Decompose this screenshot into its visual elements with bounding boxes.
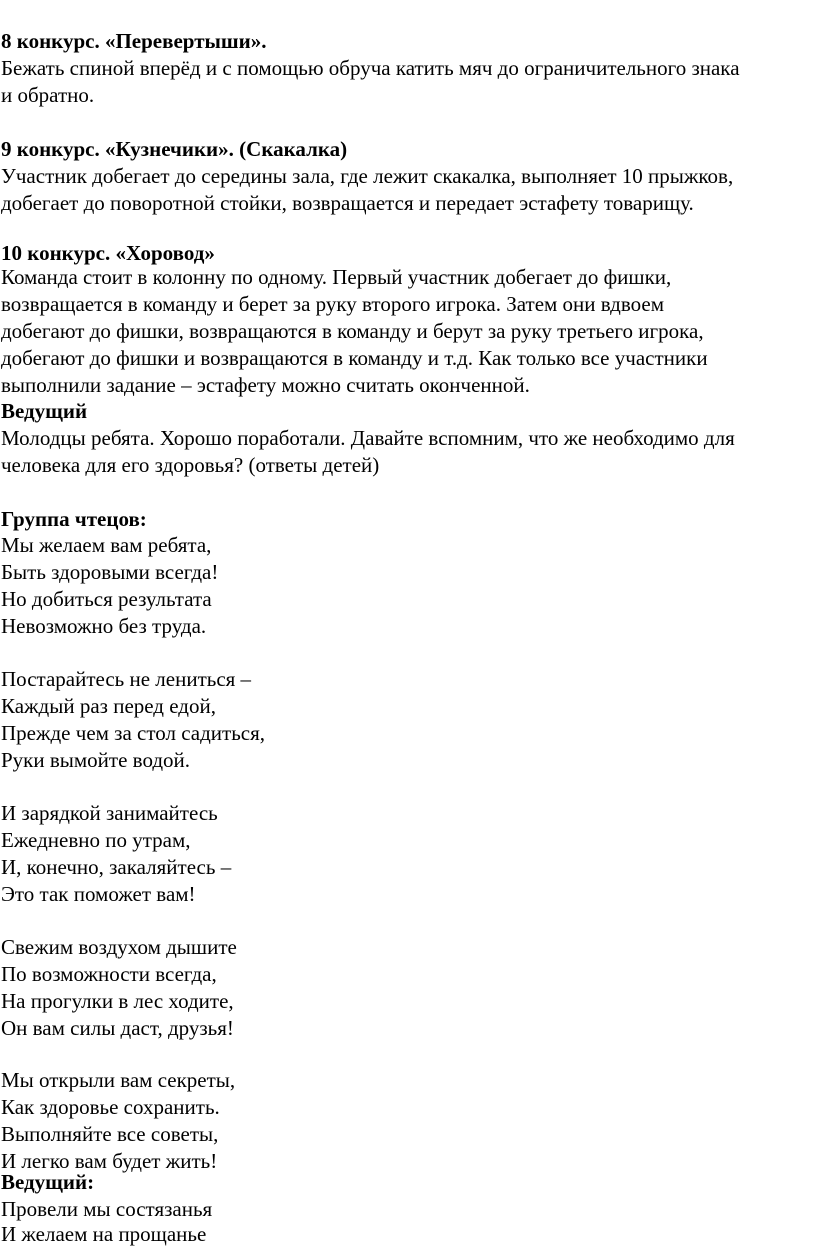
contest-10-line-5: выполнили задание – эстафету можно считать оконченной. [1, 373, 530, 397]
contest-10-line-4: добегают до фишки и возвращаются в команду и т.д. Как только все участники [1, 346, 708, 370]
stanza-1-line-1: Мы желаем вам ребята, [1, 533, 212, 557]
stanza-1-line-4: Невозможно без труда. [1, 614, 207, 638]
contest-9-line-2: добегает до поворотной стойки, возвращается и передает эстафету товарищу. [1, 191, 694, 215]
stanza-2-line-1: Постарайтесь не лениться – [1, 667, 252, 691]
contest-8-line-2: и обратно. [1, 83, 95, 107]
host-2-speaker: Ведущий: [1, 1170, 95, 1194]
stanza-2-line-3: Прежде чем за стол садиться, [1, 721, 266, 745]
host-2-line-2: И желаем на прощанье [1, 1222, 207, 1246]
stanza-5-line-1: Мы открыли вам секреты, [1, 1068, 236, 1092]
contest-10-line-1: Команда стоит в колонну по одному. Первый участник добегает до фишки, [1, 265, 672, 289]
host-1-line-2: человека для его здоровья? (ответы детей) [1, 453, 380, 477]
contest-10-line-3: добегают до фишки, возвращаются в команду и берут за руку третьего игрока, [1, 319, 704, 343]
stanza-2-line-2: Каждый раз перед едой, [1, 694, 216, 718]
host-1-line-1: Молодцы ребята. Хорошо поработали. Давайте вспомним, что же необходимо для [1, 426, 735, 450]
stanza-5-line-4: И легко вам будет жить! [1, 1149, 218, 1173]
contest-10-line-2: возвращается в команду и берет за руку второго игрока. Затем они вдвоем [1, 292, 664, 316]
contest-10-heading: 10 конкурс. «Хоровод» [1, 241, 215, 265]
stanza-4-line-4: Он вам силы даст, друзья! [1, 1016, 234, 1040]
stanza-4-line-3: На прогулки в лес ходите, [1, 989, 234, 1013]
readers-speaker: Группа чтецов: [1, 507, 147, 531]
stanza-3-line-4: Это так поможет вам! [1, 882, 196, 906]
host-2-line-1: Провели мы состязанья [1, 1197, 213, 1221]
contest-9-heading: 9 конкурс. «Кузнечики». (Скакалка) [1, 137, 348, 161]
contest-9-line-1: Участник добегает до середины зала, где лежит скакалка, выполняет 10 прыжков, [1, 164, 734, 188]
stanza-3-line-2: Ежедневно по утрам, [1, 828, 191, 852]
stanza-1-line-3: Но добиться результата [1, 587, 212, 611]
contest-8-line-1: Бежать спиной вперёд и с помощью обруча катить мяч до ограничительного знака [1, 56, 740, 80]
stanza-3-line-3: И, конечно, закаляйтесь – [1, 855, 232, 879]
stanza-5-line-2: Как здоровье сохранить. [1, 1095, 220, 1119]
stanza-3-line-1: И зарядкой занимайтесь [1, 801, 218, 825]
stanza-1-line-2: Быть здоровыми всегда! [1, 560, 219, 584]
stanza-4-line-2: По возможности всегда, [1, 962, 217, 986]
stanza-2-line-4: Руки вымойте водой. [1, 748, 191, 772]
contest-8-heading: 8 конкурс. «Перевертыши». [1, 29, 267, 53]
stanza-5-line-3: Выполняйте все советы, [1, 1122, 219, 1146]
host-1-speaker: Ведущий [1, 399, 88, 423]
stanza-4-line-1: Свежим воздухом дышите [1, 935, 237, 959]
